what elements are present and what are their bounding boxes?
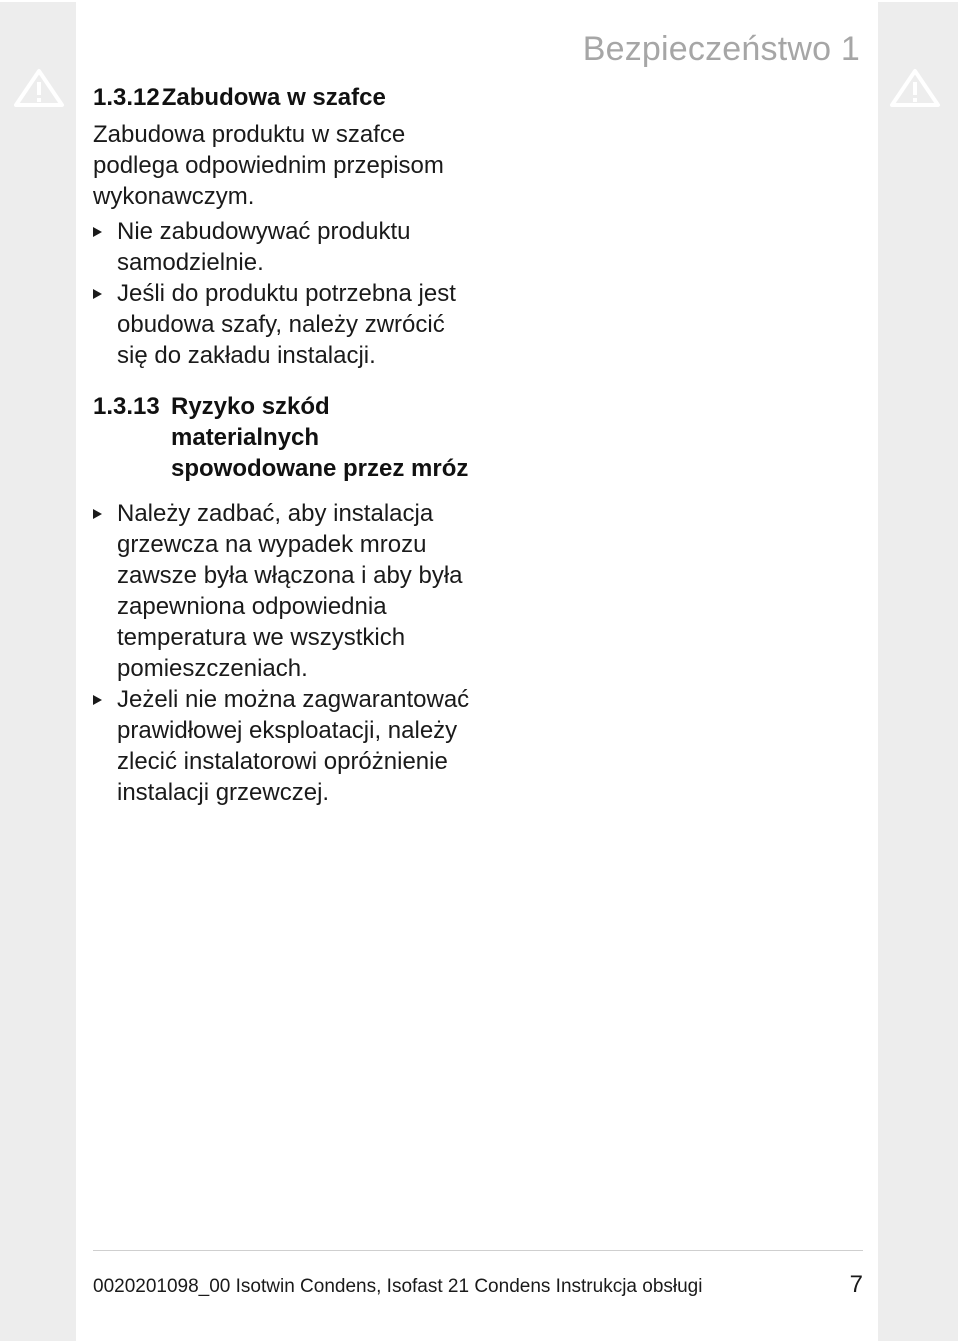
section-title: Ryzyko szkód materialnych spowodowane przez mróz bbox=[171, 393, 469, 482]
page-footer bbox=[93, 1271, 863, 1299]
warning-triangle-icon bbox=[13, 68, 65, 108]
list-item-text: Należy zadbać, aby instalacja grzewcza na wypadek mrozu zawsze była włączona i aby była zapewniona odpowiednia temperatura we wszystkich pomieszczeniach. bbox=[117, 500, 463, 682]
list-item-text: Jeśli do produktu potrzebna jest obudowa szafy, należy zwrócić się do zakładu instalacji. bbox=[117, 280, 456, 369]
section-number: 1.3.13 bbox=[93, 393, 160, 420]
section-title: Zabudowa w szafce bbox=[161, 84, 386, 111]
running-header-title: Bezpieczeństwo 1 bbox=[582, 30, 860, 68]
section-paragraph: Zabudowa produktu w szafce podlega odpowiednim przepisom wykonawczym. bbox=[93, 121, 444, 210]
list-item bbox=[93, 684, 473, 808]
section-heading bbox=[93, 391, 473, 484]
section-heading bbox=[93, 82, 473, 113]
footer-divider bbox=[93, 1250, 863, 1251]
page-number: 7 bbox=[849, 1271, 863, 1298]
list-item bbox=[93, 216, 473, 278]
bullet-arrow-icon bbox=[93, 509, 102, 519]
bullet-list bbox=[93, 498, 473, 808]
list-item-text: Nie zabudowywać produktu samodzielnie. bbox=[117, 218, 411, 276]
list-item-text: Jeżeli nie można zagwarantować prawidłowej eksploatacji, należy zlecić instalatorowi opróżnienie instalacji grzewczej. bbox=[117, 686, 470, 806]
right-margin-strip bbox=[878, 2, 958, 1341]
left-margin-strip bbox=[0, 2, 76, 1341]
bullet-arrow-icon bbox=[93, 227, 102, 237]
warning-triangle-icon bbox=[889, 68, 941, 108]
section-number: 1.3.12 bbox=[93, 84, 160, 111]
list-item bbox=[93, 498, 473, 684]
list-item bbox=[93, 278, 473, 371]
footer-document-info: 0020201098_00 Isotwin Condens, Isofast 21 Condens Instrukcja obsługi bbox=[93, 1276, 703, 1297]
bullet-arrow-icon bbox=[93, 695, 102, 705]
main-content bbox=[93, 82, 473, 808]
bullet-arrow-icon bbox=[93, 289, 102, 299]
bullet-list bbox=[93, 216, 473, 371]
